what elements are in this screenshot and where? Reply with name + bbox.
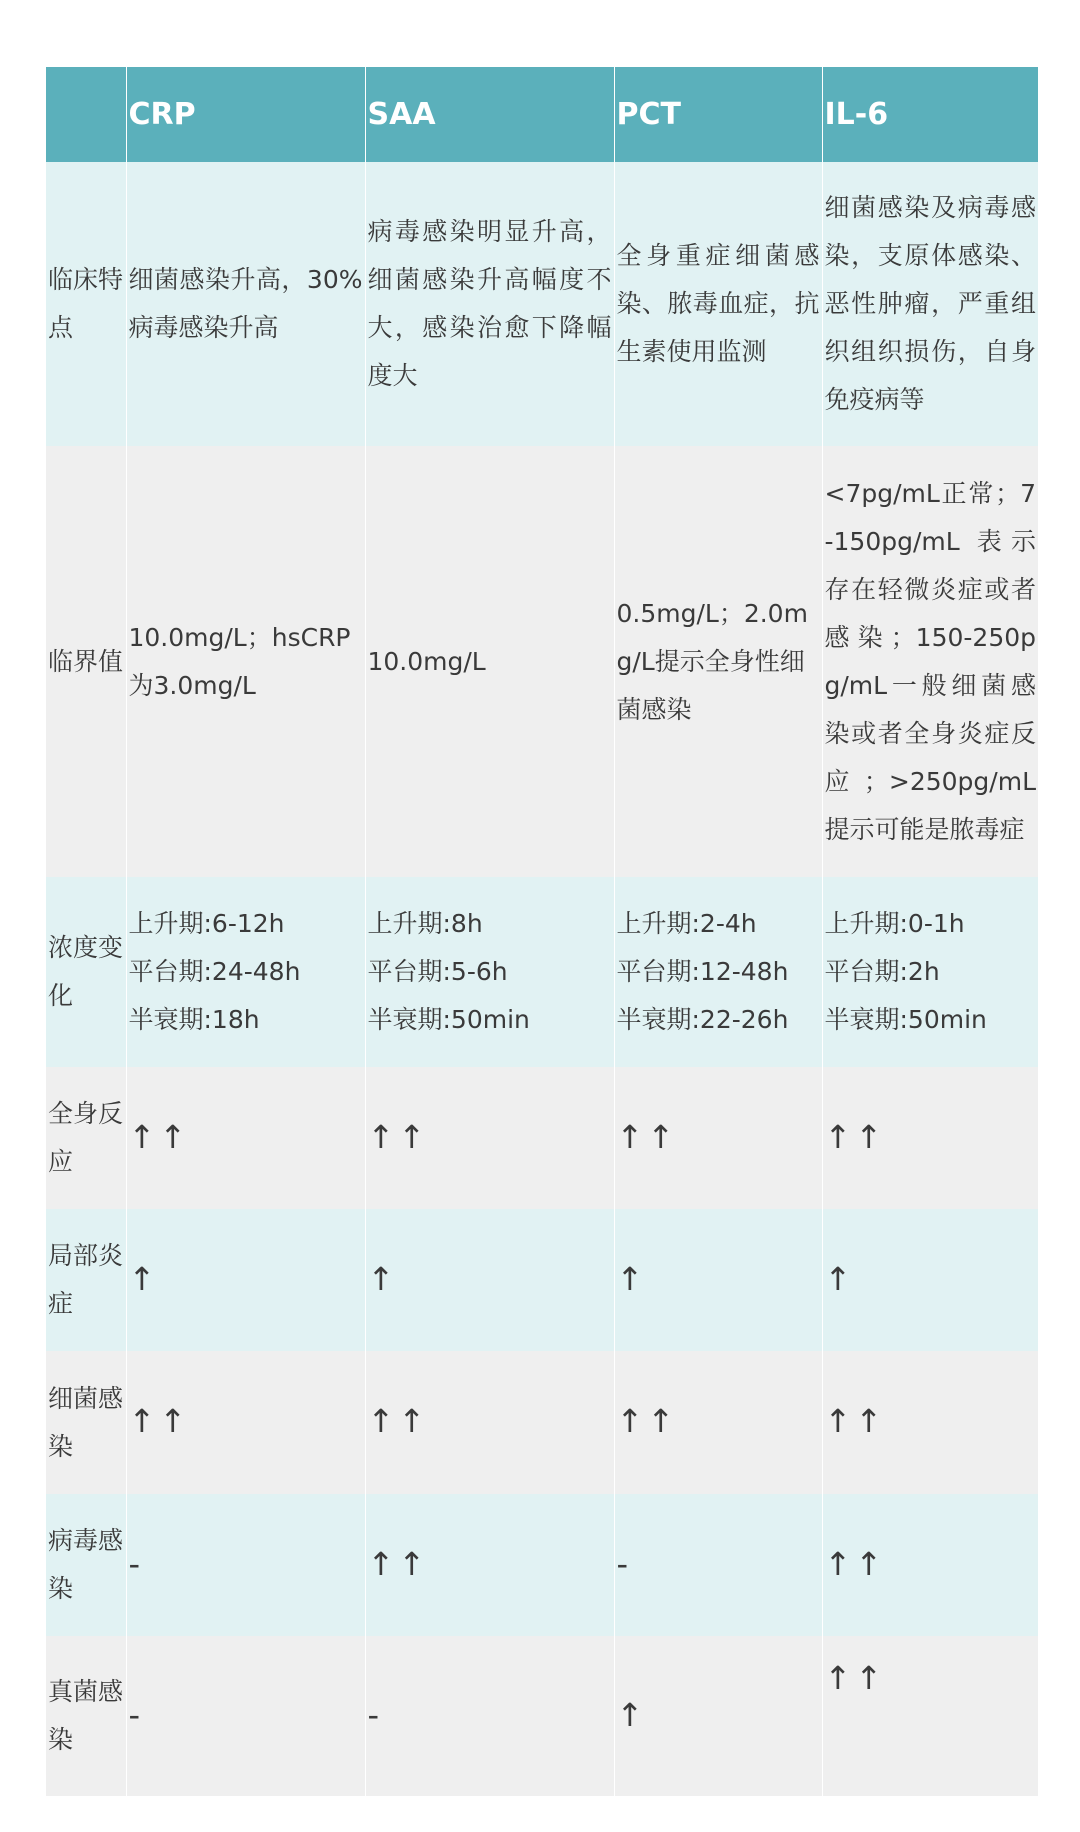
cell-local-pct [614, 1209, 822, 1351]
row-label-viral: 病毒感染 [46, 1494, 126, 1636]
kinetics-crp-halflife: 半衰期:18h [128, 1005, 260, 1034]
cell-viral-il6 [822, 1494, 1038, 1636]
cell-value: - [128, 1695, 145, 1734]
row-label-fungal: 真菌感染 [46, 1636, 126, 1796]
row-label-local: 局部炎症 [46, 1209, 126, 1351]
up-arrow-icon: ↑↑ [367, 1544, 430, 1583]
cell-systemic-il6 [822, 1067, 1038, 1209]
row-label-clinical: 临床特点 [46, 162, 126, 446]
header-corner [46, 67, 126, 162]
row-bacterial [46, 1351, 1038, 1494]
row-local [46, 1209, 1038, 1351]
header-row [46, 67, 1038, 162]
up-arrow-icon: ↑↑ [616, 1402, 679, 1440]
up-arrow-icon: ↑↑ [128, 1117, 191, 1156]
cell-bacterial-il6 [822, 1351, 1038, 1494]
up-arrow-icon: ↑↑ [824, 1659, 887, 1697]
row-label-bacterial: 细菌感染 [46, 1351, 126, 1494]
kinetics-il6-rise: 上升期:0-1h [824, 909, 965, 938]
cell-fungal-pct [614, 1636, 822, 1796]
up-arrow-icon: ↑↑ [128, 1402, 191, 1440]
cell-fungal-crp [126, 1636, 365, 1796]
cell-value: - [616, 1544, 633, 1583]
kinetics-il6-halflife: 半衰期:50min [824, 1005, 987, 1034]
up-arrow-icon: ↑ [128, 1259, 160, 1298]
kinetics-saa-rise: 上升期:8h [367, 909, 483, 938]
cell-threshold-crp: 10.0mg/L；hsCRP为3.0mg/L [126, 446, 365, 877]
up-arrow-icon: ↑ [367, 1259, 399, 1298]
up-arrow-icon: ↑↑ [824, 1402, 887, 1440]
row-clinical [46, 162, 1038, 446]
cell-systemic-crp [126, 1067, 365, 1209]
row-label-systemic: 全身反应 [46, 1067, 126, 1209]
cell-bacterial-saa [365, 1351, 614, 1494]
header-pct: PCT [614, 67, 822, 162]
row-fungal [46, 1636, 1038, 1796]
cell-systemic-pct [614, 1067, 822, 1209]
cell-viral-crp [126, 1494, 365, 1636]
cell-bacterial-pct [614, 1351, 822, 1494]
row-label-threshold: 临界值 [46, 446, 126, 877]
cell-value: - [128, 1544, 145, 1583]
header-il6: IL-6 [822, 67, 1038, 162]
up-arrow-icon: ↑ [824, 1259, 856, 1298]
cell-clinical-pct: 全身重症细菌感染、脓毒血症，抗生素使用监测 [614, 162, 822, 446]
cell-viral-saa [365, 1494, 614, 1636]
cell-local-il6 [822, 1209, 1038, 1351]
row-label-kinetics: 浓度变化 [46, 877, 126, 1067]
cell-value: - [367, 1695, 384, 1734]
biomarker-comparison-table [46, 67, 1038, 1796]
kinetics-crp-rise: 上升期:6-12h [128, 909, 285, 938]
row-threshold [46, 446, 1038, 877]
kinetics-saa-plateau: 平台期:5-6h [367, 957, 508, 986]
comparison-table-wrapper [46, 67, 1038, 1796]
cell-fungal-saa [365, 1636, 614, 1796]
up-arrow-icon: ↑↑ [616, 1117, 679, 1156]
cell-threshold-pct: 0.5mg/L；2.0mg/L提示全身性细菌感染 [614, 446, 822, 877]
header-crp: CRP [126, 67, 365, 162]
cell-fungal-il6 [822, 1636, 1038, 1796]
up-arrow-icon: ↑↑ [824, 1544, 887, 1583]
kinetics-il6-plateau: 平台期:2h [824, 957, 940, 986]
cell-kinetics-pct [614, 877, 822, 1067]
row-viral [46, 1494, 1038, 1636]
cell-clinical-saa: 病毒感染明显升高，细菌感染升高幅度不大，感染治愈下降幅度大 [365, 162, 614, 446]
kinetics-pct-rise: 上升期:2-4h [616, 909, 757, 938]
kinetics-pct-halflife: 半衰期:22-26h [616, 1005, 789, 1034]
row-kinetics [46, 877, 1038, 1067]
cell-kinetics-saa [365, 877, 614, 1067]
up-arrow-icon: ↑ [616, 1695, 648, 1734]
cell-threshold-saa: 10.0mg/L [365, 446, 614, 877]
up-arrow-icon: ↑↑ [824, 1117, 887, 1156]
kinetics-saa-halflife: 半衰期:50min [367, 1005, 530, 1034]
cell-kinetics-crp [126, 877, 365, 1067]
cell-threshold-il6: <7pg/mL正常；7-150pg/mL 表示存在轻微炎症或者感染；150-250pg/mL一般细菌感染或者全身炎症反应；>250pg/mL提示可能是脓毒症 [822, 446, 1038, 877]
cell-clinical-crp: 细菌感染升高，30%病毒感染升高 [126, 162, 365, 446]
up-arrow-icon: ↑ [616, 1259, 648, 1298]
cell-local-saa [365, 1209, 614, 1351]
cell-kinetics-il6 [822, 877, 1038, 1067]
row-systemic [46, 1067, 1038, 1209]
up-arrow-icon: ↑↑ [367, 1117, 430, 1156]
cell-viral-pct [614, 1494, 822, 1636]
cell-clinical-il6: 细菌感染及病毒感染，支原体感染、恶性肿瘤，严重组织组织损伤，自身免疫病等 [822, 162, 1038, 446]
cell-bacterial-crp [126, 1351, 365, 1494]
cell-local-crp [126, 1209, 365, 1351]
kinetics-crp-plateau: 平台期:24-48h [128, 957, 301, 986]
up-arrow-icon: ↑↑ [367, 1402, 430, 1440]
cell-systemic-saa [365, 1067, 614, 1209]
kinetics-pct-plateau: 平台期:12-48h [616, 957, 789, 986]
header-saa: SAA [365, 67, 614, 162]
